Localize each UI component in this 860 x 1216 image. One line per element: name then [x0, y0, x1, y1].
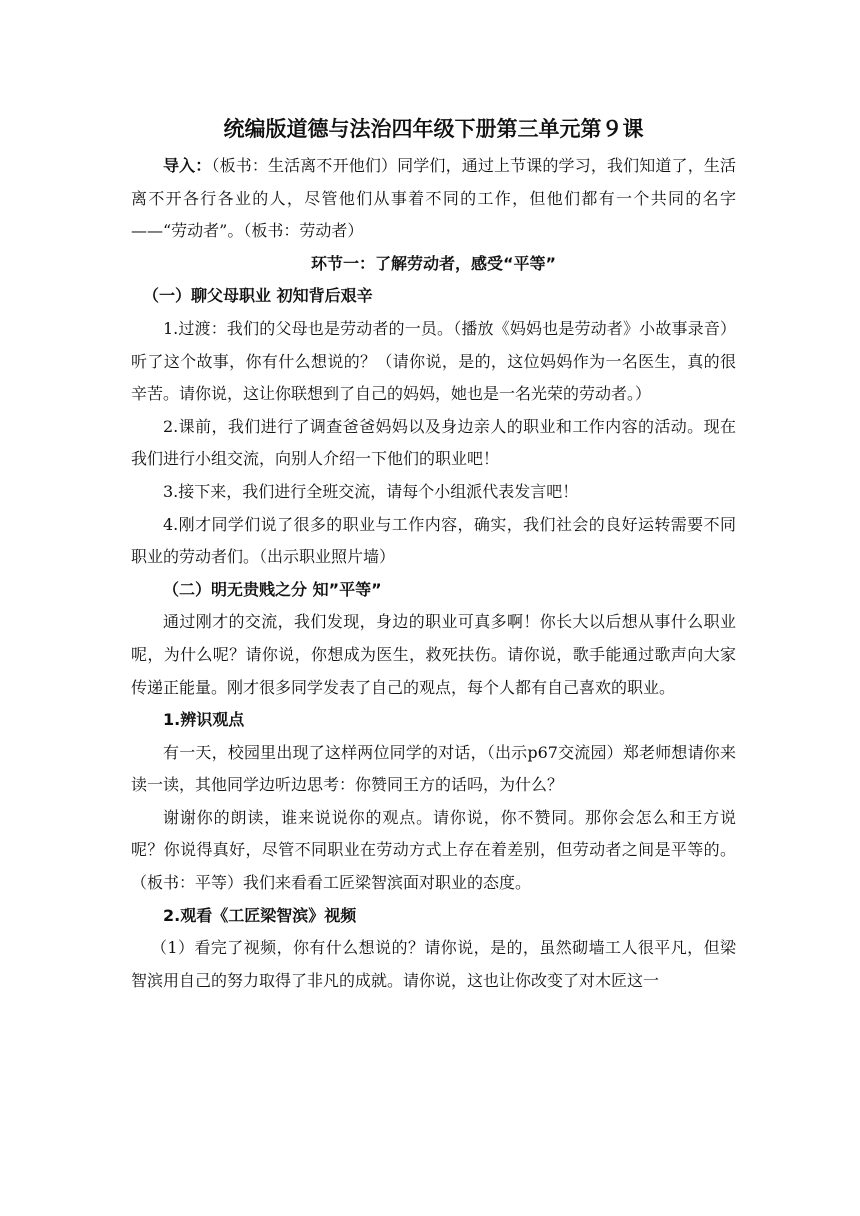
- heading-watch-video: 2.观看《工匠梁智滨》视频: [163, 905, 357, 925]
- intro-paragraph: [131, 150, 736, 248]
- paragraph-8: （1）看完了视频，你有什么想说的？请你说，是的，虽然砌墙工人很平凡，但梁智滨用自己的努力取得了非凡的成就。请你说，这也让你改变了对木匠这一: [131, 938, 736, 990]
- paragraph-3: 3.接下来，我们进行全班交流，请每个小组派代表发言吧！: [163, 481, 579, 501]
- paragraph-5: 通过刚才的交流，我们发现，身边的职业可真多啊！你长大以后想从事什么职业呢，为什么呢？请你说，你想成为医生，救死扶伤。请你说，歌手能通过歌声向大家传递正能量。刚才很多同学发表了自己的观点，每个人都有自己喜欢的职业。: [131, 612, 736, 697]
- section-heading-1: 环节一：了解劳动者，感受“平等”: [310, 253, 557, 273]
- page-title: 统编版道德与法治四年级下册第三单元第９课: [223, 117, 644, 141]
- paragraph-2: 2.课前，我们进行了调查爸爸妈妈以及身边亲人的职业和工作内容的活动。现在我们进行小组交流，向别人介绍一下他们的职业吧！: [131, 416, 736, 469]
- document-body: [131, 112, 736, 997]
- paragraph-7: 谢谢你的朗读，谁来说说你的观点。请你说，你不赞同。那你会怎么和王方说呢？你说得真好，尽管不同职业在劳动方式上存在着差别，但劳动者之间是平等的。（板书：平等）我们来看看工匠梁智滨面对职业的态度。: [131, 807, 736, 893]
- paragraph-4: 4.刚才同学们说了很多的职业与工作内容，确实，我们社会的良好运转需要不同职业的劳动者们。（出示职业照片墙）: [131, 514, 736, 567]
- heading-identify-views: 1.辨识观点: [163, 710, 245, 730]
- intro-label: 导入：: [163, 156, 212, 175]
- subsection-heading-1: （一）聊父母职业 初知背后艰辛: [143, 286, 373, 306]
- paragraph-1: 1.过渡：我们的父母也是劳动者的一员。（播放《妈妈也是劳动者》小故事录音）听了这个故事，你有什么想说的？（请你说，是的，这位妈妈作为一名医生，真的很辛苦。请你说，这让你联想到了自己的妈妈，她也是一名光荣的劳动者。）: [131, 318, 736, 404]
- subsection-heading-2: （二）明无贵贱之分 知”平等”: [163, 579, 382, 599]
- intro-text: （板书：生活离不开他们）同学们，通过上节课的学习，我们知道了，生活离不开各行各业的人，尽管他们从事着不同的工作，但他们都有一个共同的名字——“劳动者”。（板书：劳动者）: [131, 156, 736, 241]
- paragraph-6: 有一天，校园里出现了这样两位同学的对话，（出示p67交流园）郑老师想请你来读一读，其他同学边听边思考：你赞同王方的话吗，为什么？: [131, 742, 736, 795]
